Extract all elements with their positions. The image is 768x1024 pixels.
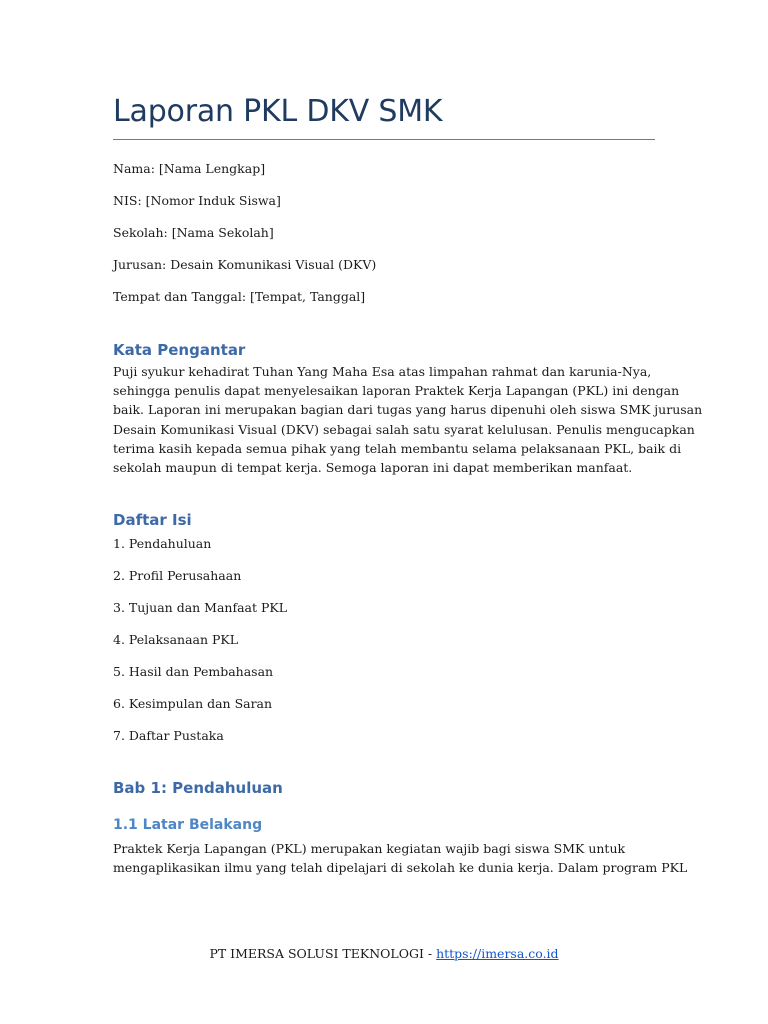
paragraph-line: Praktek Kerja Lapangan (PKL) merupakan kegiatan wajib bagi siswa SMK untuk — [113, 841, 626, 856]
heading-bab-1: Bab 1: Pendahuluan — [113, 779, 283, 797]
meta-nama: Nama: [Nama Lengkap] — [113, 161, 266, 176]
paragraph-line: Puji syukur kehadirat Tuhan Yang Maha Esa atas limpahan rahmat dan karunia-Nya, — [113, 364, 652, 379]
paragraph-line: Desain Komunikasi Visual (DKV) sebagai salah satu syarat kelulusan. Penulis mengucapkan — [113, 421, 695, 437]
paragraph-latar-belakang — [113, 839, 688, 877]
footer-company: PT IMERSA SOLUSI TEKNOLOGI - — [209, 946, 437, 961]
meta-tempat-tanggal: Tempat dan Tanggal: [Tempat, Tanggal] — [113, 289, 366, 304]
heading-daftar-isi: Daftar Isi — [113, 511, 192, 529]
paragraph-line: sehingga penulis dapat menyelesaikan laporan Praktek Kerja Lapangan (PKL) ini dengan — [113, 383, 680, 399]
meta-nis: NIS: [Nomor Induk Siswa] — [113, 193, 281, 208]
footer-link[interactable]: https://imersa.co.id — [436, 946, 559, 961]
page-footer — [0, 946, 768, 962]
paragraph-line: sekolah maupun di tempat kerja. Semoga laporan ini dapat memberikan manfaat. — [113, 460, 633, 476]
toc-item: 1. Pendahuluan — [113, 536, 212, 551]
toc-item: 7. Daftar Pustaka — [113, 728, 224, 743]
toc-item: 2. Profil Perusahaan — [113, 568, 242, 583]
meta-jurusan: Jurusan: Desain Komunikasi Visual (DKV) — [113, 257, 377, 272]
toc-item: 5. Hasil dan Pembahasan — [113, 664, 274, 679]
title-underline — [113, 139, 655, 140]
toc-item: 6. Kesimpulan dan Saran — [113, 696, 273, 711]
toc-item: 3. Tujuan dan Manfaat PKL — [113, 600, 288, 615]
paragraph-line: mengaplikasikan ilmu yang telah dipelajari di sekolah ke dunia kerja. Dalam program PKL — [113, 860, 688, 876]
paragraph-line: baik. Laporan ini merupakan bagian dari tugas yang harus dipenuhi oleh siswa SMK jurusan — [113, 402, 703, 418]
document-title: Laporan PKL DKV SMK — [113, 94, 443, 129]
subheading-latar-belakang: 1.1 Latar Belakang — [113, 817, 263, 833]
paragraph-kata-pengantar — [113, 362, 703, 477]
toc-item: 4. Pelaksanaan PKL — [113, 632, 239, 647]
paragraph-line: terima kasih kepada semua pihak yang telah membantu selama pelaksanaan PKL, baik di — [113, 440, 682, 456]
heading-kata-pengantar: Kata Pengantar — [113, 341, 246, 359]
meta-sekolah: Sekolah: [Nama Sekolah] — [113, 225, 274, 240]
